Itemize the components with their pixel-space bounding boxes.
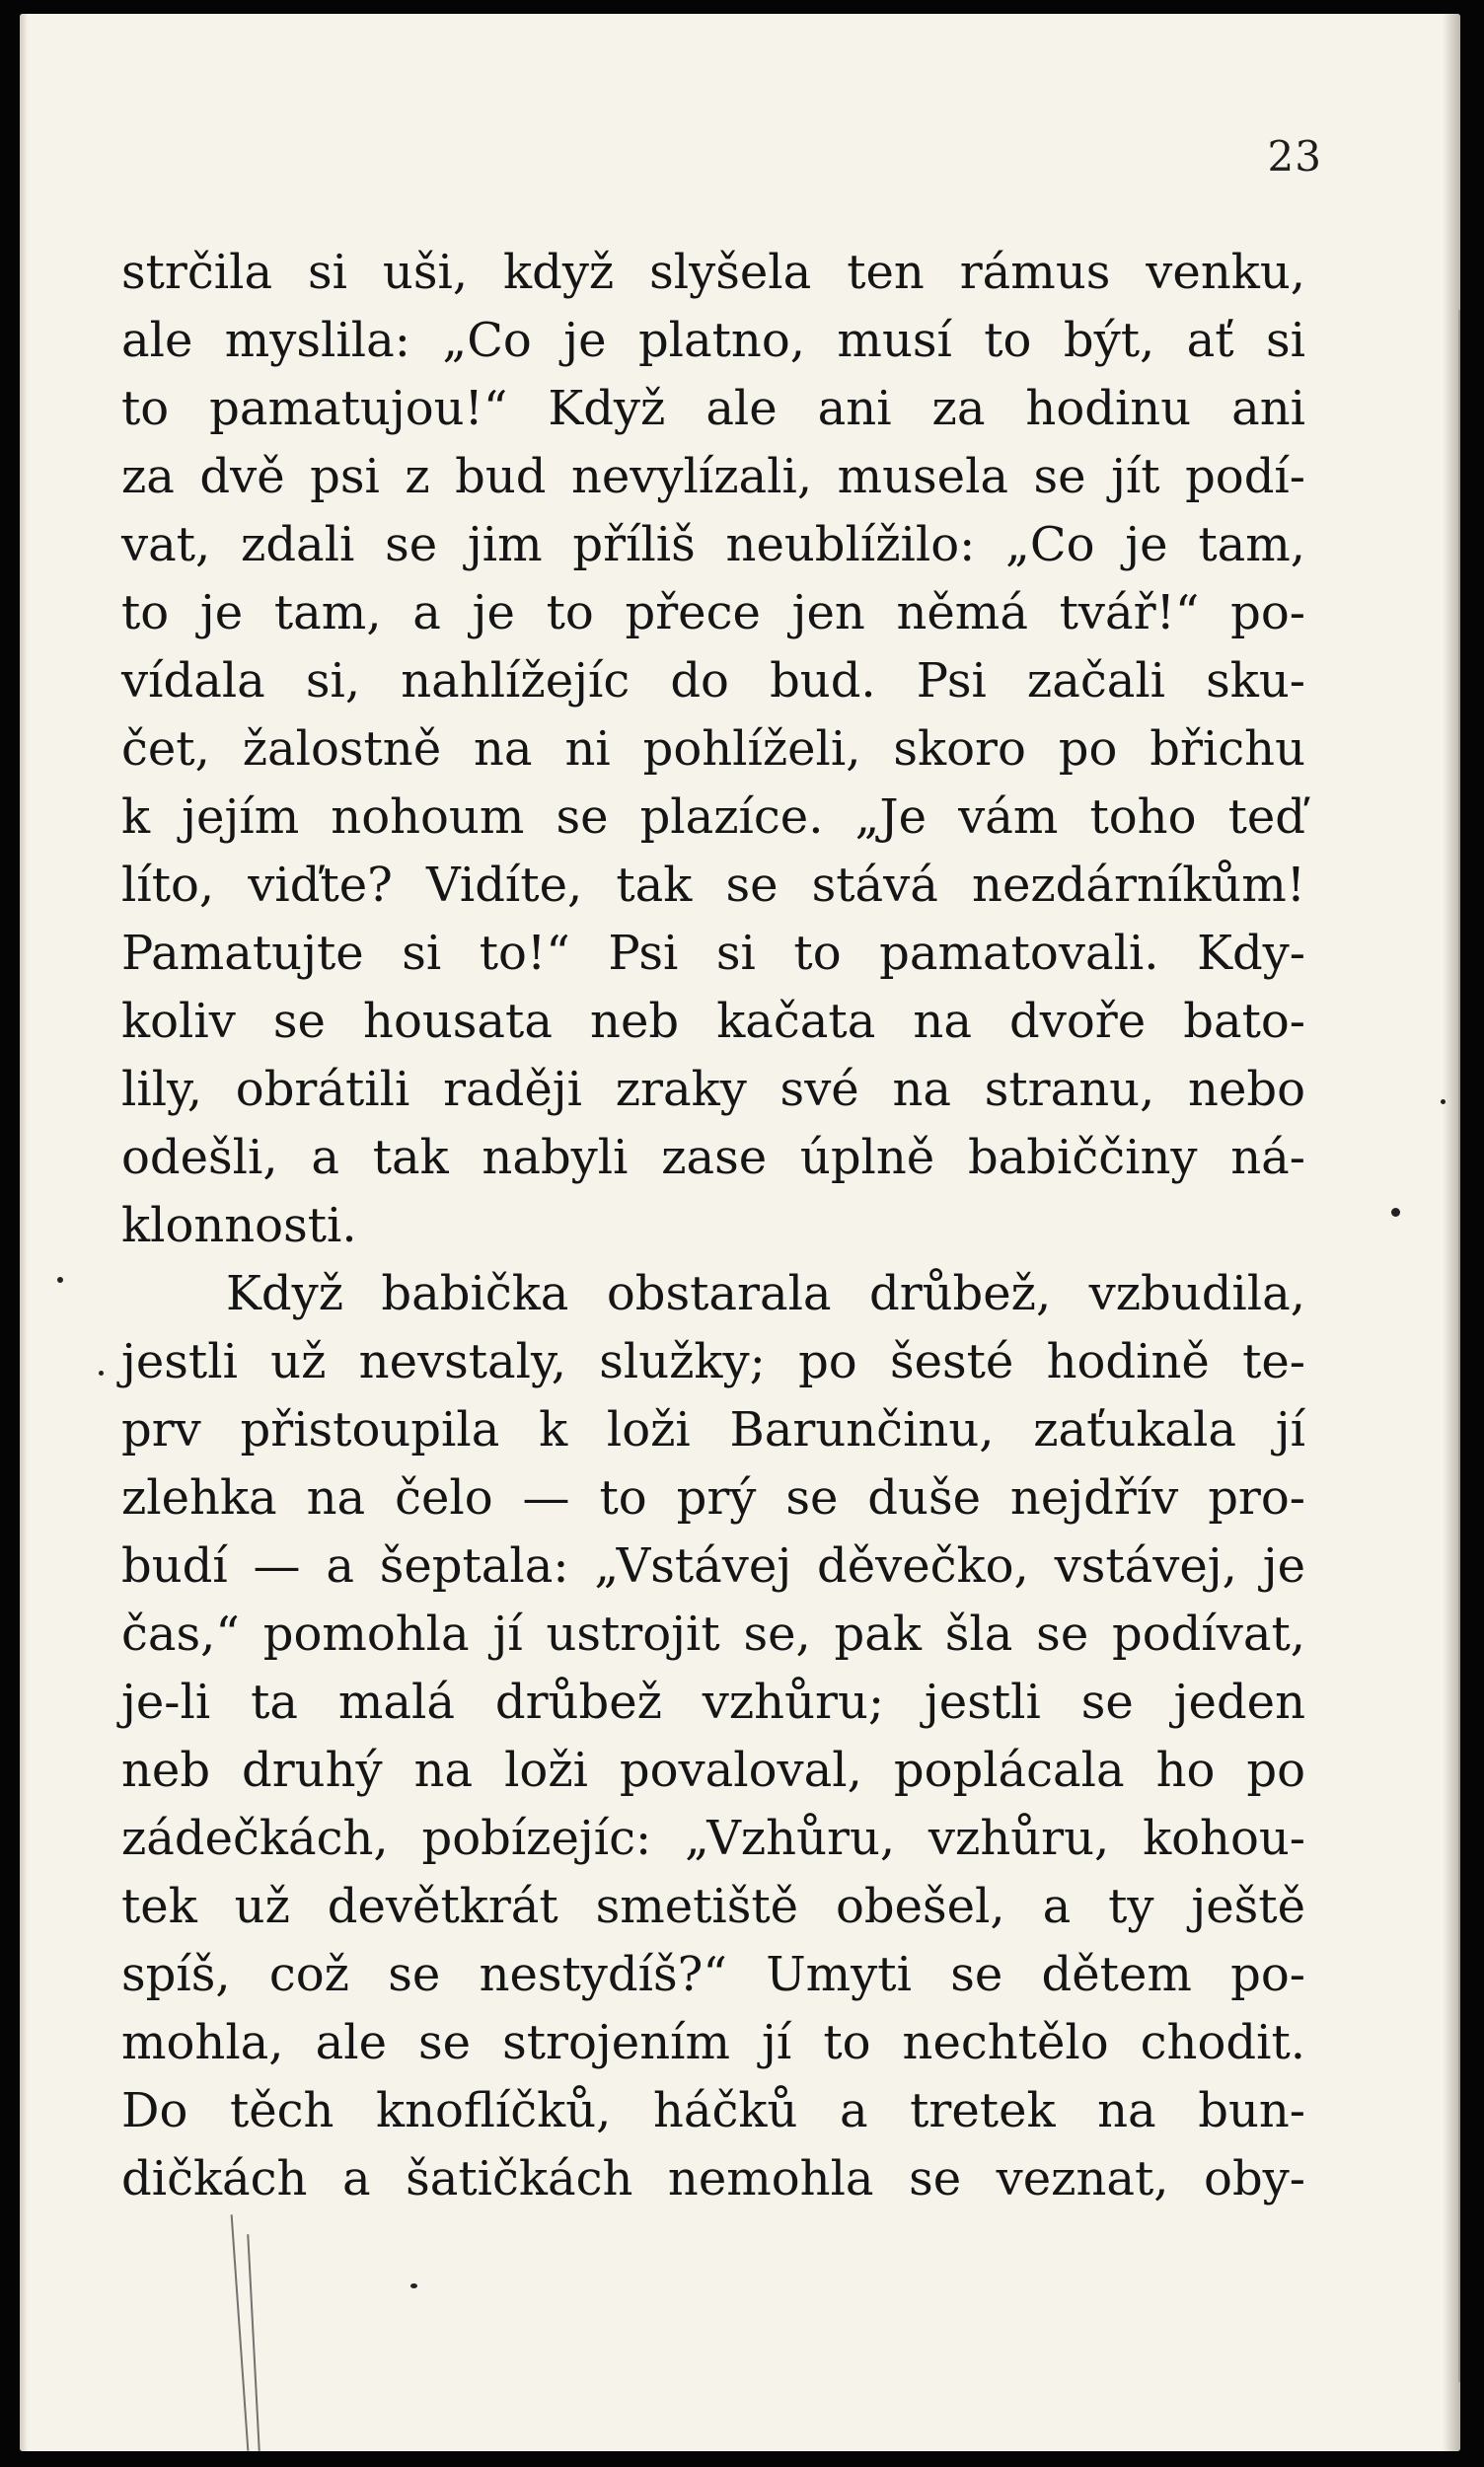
text-line: prv přistoupila k loži Barunčinu, zaťukala jí <box>121 1402 1305 1458</box>
text-line: čas,“ pomohla jí ustrojit se, pak šla se podívat, <box>121 1607 1305 1662</box>
text-line: mohla, ale se strojením jí to nechtělo chodit. <box>121 2015 1305 2070</box>
text-line: strčila si uši, když slyšela ten rámus venku, <box>121 245 1305 300</box>
scan-scratch <box>247 2234 260 2451</box>
text-line: je-li ta malá drůbež vzhůru; jestli se jeden <box>121 1675 1305 1730</box>
body-text <box>121 239 1305 2213</box>
page-number: 23 <box>1267 132 1322 181</box>
text-line: čet, žalostně na ni pohlíželi, skoro po břichu <box>121 721 1305 777</box>
paragraph-2 <box>121 1260 1305 2213</box>
scan-speck <box>1441 1099 1446 1104</box>
paragraph-1 <box>121 239 1305 1260</box>
text-line: spíš, což se nestydíš?“ Umyti se dětem po- <box>121 1947 1305 2002</box>
scan-speck <box>99 1371 104 1376</box>
text-line: vídala si, nahlížejíc do bud. Psi začali sku- <box>121 653 1305 709</box>
text-line: dičkách a šatičkách nemohla se veznat, oby- <box>121 2151 1305 2206</box>
text-line: neb druhý na loži povaloval, poplácala ho po <box>121 1743 1305 1798</box>
text-line: tek už devětkrát smetiště obešel, a ty ještě <box>121 1879 1305 1934</box>
text-line: zádečkách, pobízejíc: „Vzhůru, vzhůru, kohou- <box>121 1811 1305 1866</box>
text-line: Pamatujte si to!“ Psi si to pamatovali. Kdy- <box>121 926 1305 981</box>
scan-scratch <box>1458 310 1460 2382</box>
text-line: budí — a šeptala: „Vstávej děvečko, vstávej, je <box>121 1538 1305 1594</box>
text-line: za dvě psi z bud nevylízali, musela se jít podí- <box>121 449 1305 504</box>
text-line: k jejím nohoum se plazíce. „Je vám toho teď <box>121 789 1305 845</box>
text-line: to pamatujou!“ Když ale ani za hodinu ani <box>121 381 1305 436</box>
text-line: vat, zdali se jim příliš neublížilo: „Co je tam, <box>121 517 1305 572</box>
page-left-edge-shadow <box>20 14 28 2451</box>
text-line: líto, viďte? Vidíte, tak se stává nezdárníkům! <box>121 858 1305 913</box>
scan-speck <box>57 1277 63 1283</box>
text-line: odešli, a tak nabyli zase úplně babiččiny ná- <box>121 1130 1305 1185</box>
text-line: jestli už nevstaly, služky; po šesté hodině te- <box>121 1334 1305 1389</box>
text-line: ale myslila: „Co je platno, musí to být, ať si <box>121 313 1305 368</box>
text-line: koliv se housata neb kačata na dvoře bato- <box>121 994 1305 1049</box>
text-line: klonnosti. <box>121 1198 357 1253</box>
text-line: lily, obrátili raději zraky své na stranu, nebo <box>121 1062 1305 1117</box>
text-line: Když babička obstarala drůbež, vzbudila, <box>226 1266 1305 1321</box>
scan-speck <box>1391 1208 1400 1217</box>
text-line: Do těch knoflíčků, háčků a tretek na bun- <box>121 2083 1305 2138</box>
scan-speck <box>410 2283 417 2288</box>
book-page <box>20 14 1460 2451</box>
scan-scratch <box>231 2214 250 2451</box>
text-line: to je tam, a je to přece jen němá tvář!“ po- <box>121 585 1305 640</box>
text-line: zlehka na čelo — to prý se duše nejdřív pro- <box>121 1470 1305 1526</box>
